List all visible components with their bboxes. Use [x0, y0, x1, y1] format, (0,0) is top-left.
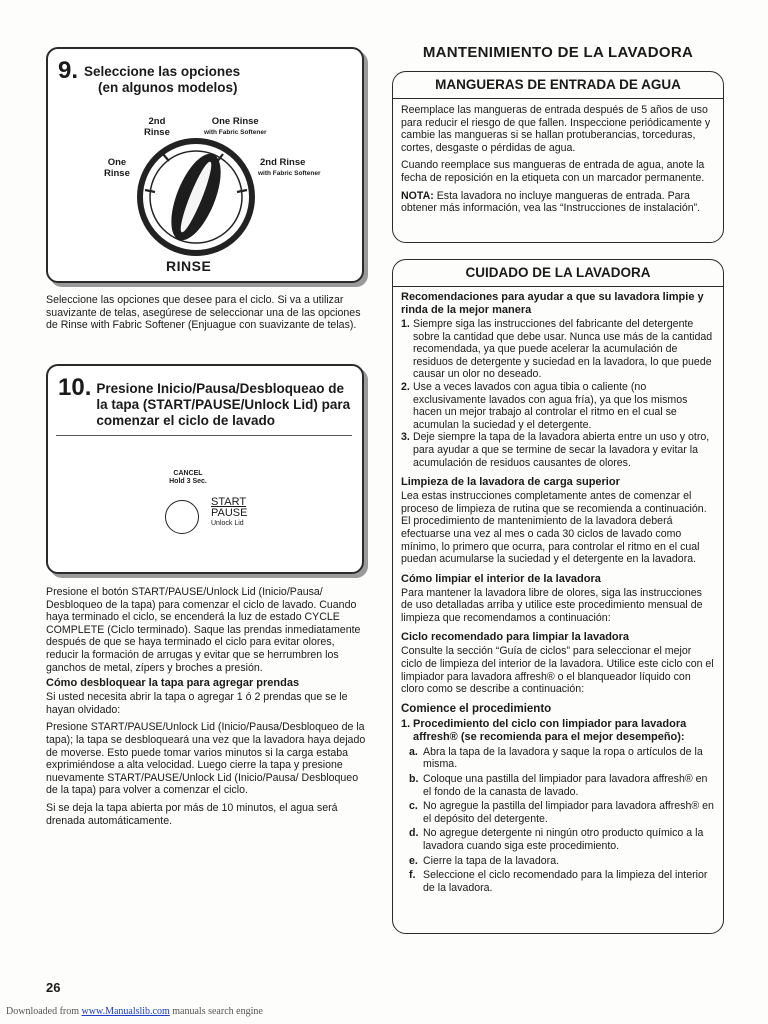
hoses-para-1: Reemplace las mangueras de entrada después de 5 años de uso para reducir el riesgo de que fallen. Inspeccione periódicamente y cambie las mangueras si se hallan protuberancias, torceduras, cortes, desgaste o pérdidas de agua. — [401, 104, 711, 154]
step-10-title-rule — [56, 435, 352, 436]
footer-suffix: manuals search engine — [172, 1006, 263, 1017]
step-9-box — [46, 47, 364, 283]
procedure-step-item — [409, 827, 715, 852]
step-10-title-line2: la tapa (START/PAUSE/Unlock Lid) para — [96, 397, 351, 412]
main-title: MANTENIMIENTO DE LA LAVADORA — [422, 44, 694, 61]
procedure-step-item-marker: d. — [409, 827, 419, 840]
step-10-number: 10. — [58, 374, 92, 401]
hoses-note-label: NOTA: — [401, 189, 434, 202]
step-9-title-line1: Seleccione las opciones — [84, 64, 241, 79]
care-tip-item — [401, 431, 715, 469]
hoses-note-text: Esta lavadora no incluye mangueras de entrada. Para obtener más información, vea las “Instrucciones de instalación”. — [401, 189, 701, 215]
rinse-dial-icon[interactable] — [137, 138, 255, 256]
care-tip-item-marker: 1. — [401, 318, 410, 330]
care-tip-item-marker: 2. — [401, 380, 410, 393]
hoses-note — [401, 190, 715, 215]
procedure-step-item-text: Cierre la tapa de la lavadora. — [423, 854, 560, 867]
dial-label-one-rinse: One Rinse — [211, 116, 259, 127]
procedure-steps-list — [401, 746, 715, 895]
step-10-body-4: Si se deja la tapa abierta por más de 10 minutos, el agua será drenada automáticamente. — [46, 801, 338, 827]
dial-label-with-fs-1: with Fabric Softener — [204, 129, 267, 136]
procedure-step-item — [409, 800, 715, 825]
hoses-heading: MANGUERAS DE ENTRADA DE AGUA — [393, 72, 723, 99]
care-sub-ciclo: Ciclo recomendado para limpiar la lavadora — [401, 631, 630, 644]
care-tip-item — [401, 381, 715, 431]
procedure-step-item-marker: e. — [409, 854, 418, 867]
hoses-para-2: Cuando reemplace sus mangueras de entrada de agua, anote la fecha de reposición en la etiqueta con un marcador permanente. — [401, 159, 705, 184]
procedure-step-item-text: Seleccione el ciclo recomendado para la limpieza del interior de la lavadora. — [423, 869, 708, 894]
start-pause-button[interactable] — [165, 500, 199, 534]
start-label: START — [211, 496, 247, 508]
footer-prefix: Downloaded from — [6, 1006, 80, 1017]
dial-label-one: One — [107, 157, 127, 168]
care-tip-item-text: Siempre siga las instrucciones del fabricante del detergente sobre la cantidad que debe usar. Nunca use más de la cantidad recomendada, ya que puede acelerar la acumulación de residuos de detergente y suciedad en la lavadora, lo que puede causar un olor no deseado. — [413, 318, 713, 381]
care-tip-item — [401, 318, 715, 381]
step-10-body-1: Presione el botón START/PAUSE/Unlock Lid (Inicio/Pausa/ Desbloqueo de la tapa) para comenzar el ciclo de lavado. Cuando haya terminado el ciclo, se encenderá la luz de estado CYCLE COMPLETE (Ciclo terminado). Saque las prendas inmediatamente después de que se haya terminado el ciclo para evitar olores, reducir la formación de arrugas y evitar que se herrumbren los ganchos de metal, zípers y broches a presión. — [46, 586, 361, 674]
procedure-title-text: Procedimiento del ciclo con limpiador para lavadora affresh® (se recomienda para el mejor desempeño): — [413, 717, 687, 743]
care-sub-comience: Comience el procedimiento — [401, 702, 552, 715]
step-10-body-3: Presione START/PAUSE/Unlock Lid (Inicio/Pausa/Desbloqueo de la tapa); la tapa se desbloqueará una vez que la lavadora haya dejado de moverse. Esto puede tomar varios minutos si la carga estaba exprimiéndose a alta velocidad. Luego cierre la tapa y presione nuevamente START/PAUSE/Unlock Lid (Inicio/Pausa/ Desbloqueo de la tapa) para volver a comenzar el ciclo. — [46, 721, 366, 797]
care-tip-item-marker: 3. — [401, 431, 410, 444]
step-10-title-line3: comenzar el ciclo de lavado — [96, 413, 275, 428]
dial-label-rinse-top: Rinse — [144, 127, 170, 138]
care-sub-recomendaciones: Recomendaciones para ayudar a que su lavadora limpie y rinda de la mejor manera — [401, 291, 704, 316]
dial-caption: RINSE — [166, 258, 212, 274]
care-tip-item-text: Deje siempre la tapa de la lavadora abierta entre un uso y otro, para ayudar a que se termine de secar la lavadora y evitar la acumulación de residuos causantes de olores. — [413, 431, 710, 469]
procedure-step-item-text: Abra la tapa de la lavadora y saque la ropa o artículos de la misma. — [423, 745, 703, 771]
dial-label-rinse-left: Rinse — [104, 168, 130, 179]
procedure-step-item — [409, 746, 715, 771]
care-sub-limpieza: Limpieza de la lavadora de carga superior — [401, 476, 620, 489]
procedure-number: 1. — [401, 717, 411, 730]
procedure-step-item-marker: a. — [409, 745, 418, 758]
step-9-number: 9. — [58, 57, 79, 84]
procedure-step-item-text: Coloque una pastilla del limpiador para lavadora affresh® en el fondo de la canasta de lavado. — [423, 773, 708, 798]
care-tip-item-text: Use a veces lavados con agua tibia o caliente (no exclusivamente lavados con agua fría), ya que los mismos hacen un mejor trabajo al controlar el ritmo en el cual se acumulan la suciedad y el detergente. — [413, 380, 688, 431]
step-10-title-line1: Presione Inicio/Pausa/Desbloqueao de — [96, 381, 344, 396]
step-10-body-2: Si usted necesita abrir la tapa o agregar 1 ó 2 prendas que se le hayan olvidado: — [46, 691, 348, 716]
dial-label-2nd-rinse: 2nd Rinse — [260, 157, 306, 168]
hoses-section — [392, 71, 724, 243]
step-9-body: Seleccione las opciones que desee para el ciclo. Si va a utilizar suavizante de telas, asegúrese de seleccionar una de las opciones de Rinse with Fabric Softener (Enjuague con suavizante de telas). — [46, 294, 361, 332]
download-footer — [6, 1006, 263, 1017]
hold-label: Hold 3 Sec. — [169, 478, 207, 485]
procedure-step-item-marker: f. — [409, 869, 416, 882]
procedure-step-item-marker: c. — [409, 800, 418, 813]
dial-label-with-fs-2: with Fabric Softener — [258, 170, 321, 177]
procedure-step-item-text: No agregue la pastilla del limpiador para lavadora affresh® en el depósito del detergente. — [423, 800, 714, 825]
procedure-step-item — [409, 855, 715, 868]
step-10-box — [46, 364, 364, 574]
care-heading: CUIDADO DE LA LAVADORA — [393, 260, 723, 287]
care-para-ciclo: Consulte la sección “Guía de ciclos” para seleccionar el mejor ciclo de limpieza del interior de la lavadora. Utilice este ciclo con el limpiador para lavadora affresh® o el blanqueador líquido con cloro como se describe a continuación: — [401, 645, 714, 696]
unlock-subheading: Cómo desbloquear la tapa para agregar prendas — [46, 677, 300, 690]
procedure-step-item — [409, 869, 715, 894]
unlock-label: Unlock Lid — [211, 520, 244, 527]
care-para-interior: Para mantener la lavadora libre de olores, siga las instrucciones de uso detalladas arriba y utilice este procedimiento mensual de limpieza que recomendamos a continuación: — [401, 586, 703, 624]
manualslib-link[interactable]: www.Manualslib.com — [81, 1006, 170, 1017]
dial-label-2nd: 2nd — [148, 116, 166, 127]
pause-label: PAUSE — [211, 507, 248, 519]
cancel-label: CANCEL — [173, 470, 203, 477]
care-para-limpieza: Lea estas instrucciones completamente antes de comenzar el proceso de limpieza de rutina que se recomienda a continuación. El procedimiento de mantenimiento de la lavadora deberá efectuarse una vez al mes o cada 30 ciclos de lavado como mínimo, lo primero que ocurra, para controlar el ritmo en el cual puedan acumularse la suciedad y el detergente en la lavadora. — [401, 490, 707, 566]
procedure-title — [401, 718, 715, 744]
procedure-step-item — [409, 773, 715, 798]
page-number: 26 — [46, 980, 61, 995]
procedure-step-item-marker: b. — [409, 773, 419, 786]
care-section — [392, 259, 724, 934]
care-sub-interior: Cómo limpiar el interior de la lavadora — [401, 572, 601, 585]
procedure-step-item-text: No agregue detergente ni ningún otro producto químico a la lavadora cuando siga este procedimiento. — [423, 827, 704, 852]
care-tips-list — [401, 318, 715, 469]
step-9-title-line2: (en algunos modelos) — [98, 80, 238, 95]
